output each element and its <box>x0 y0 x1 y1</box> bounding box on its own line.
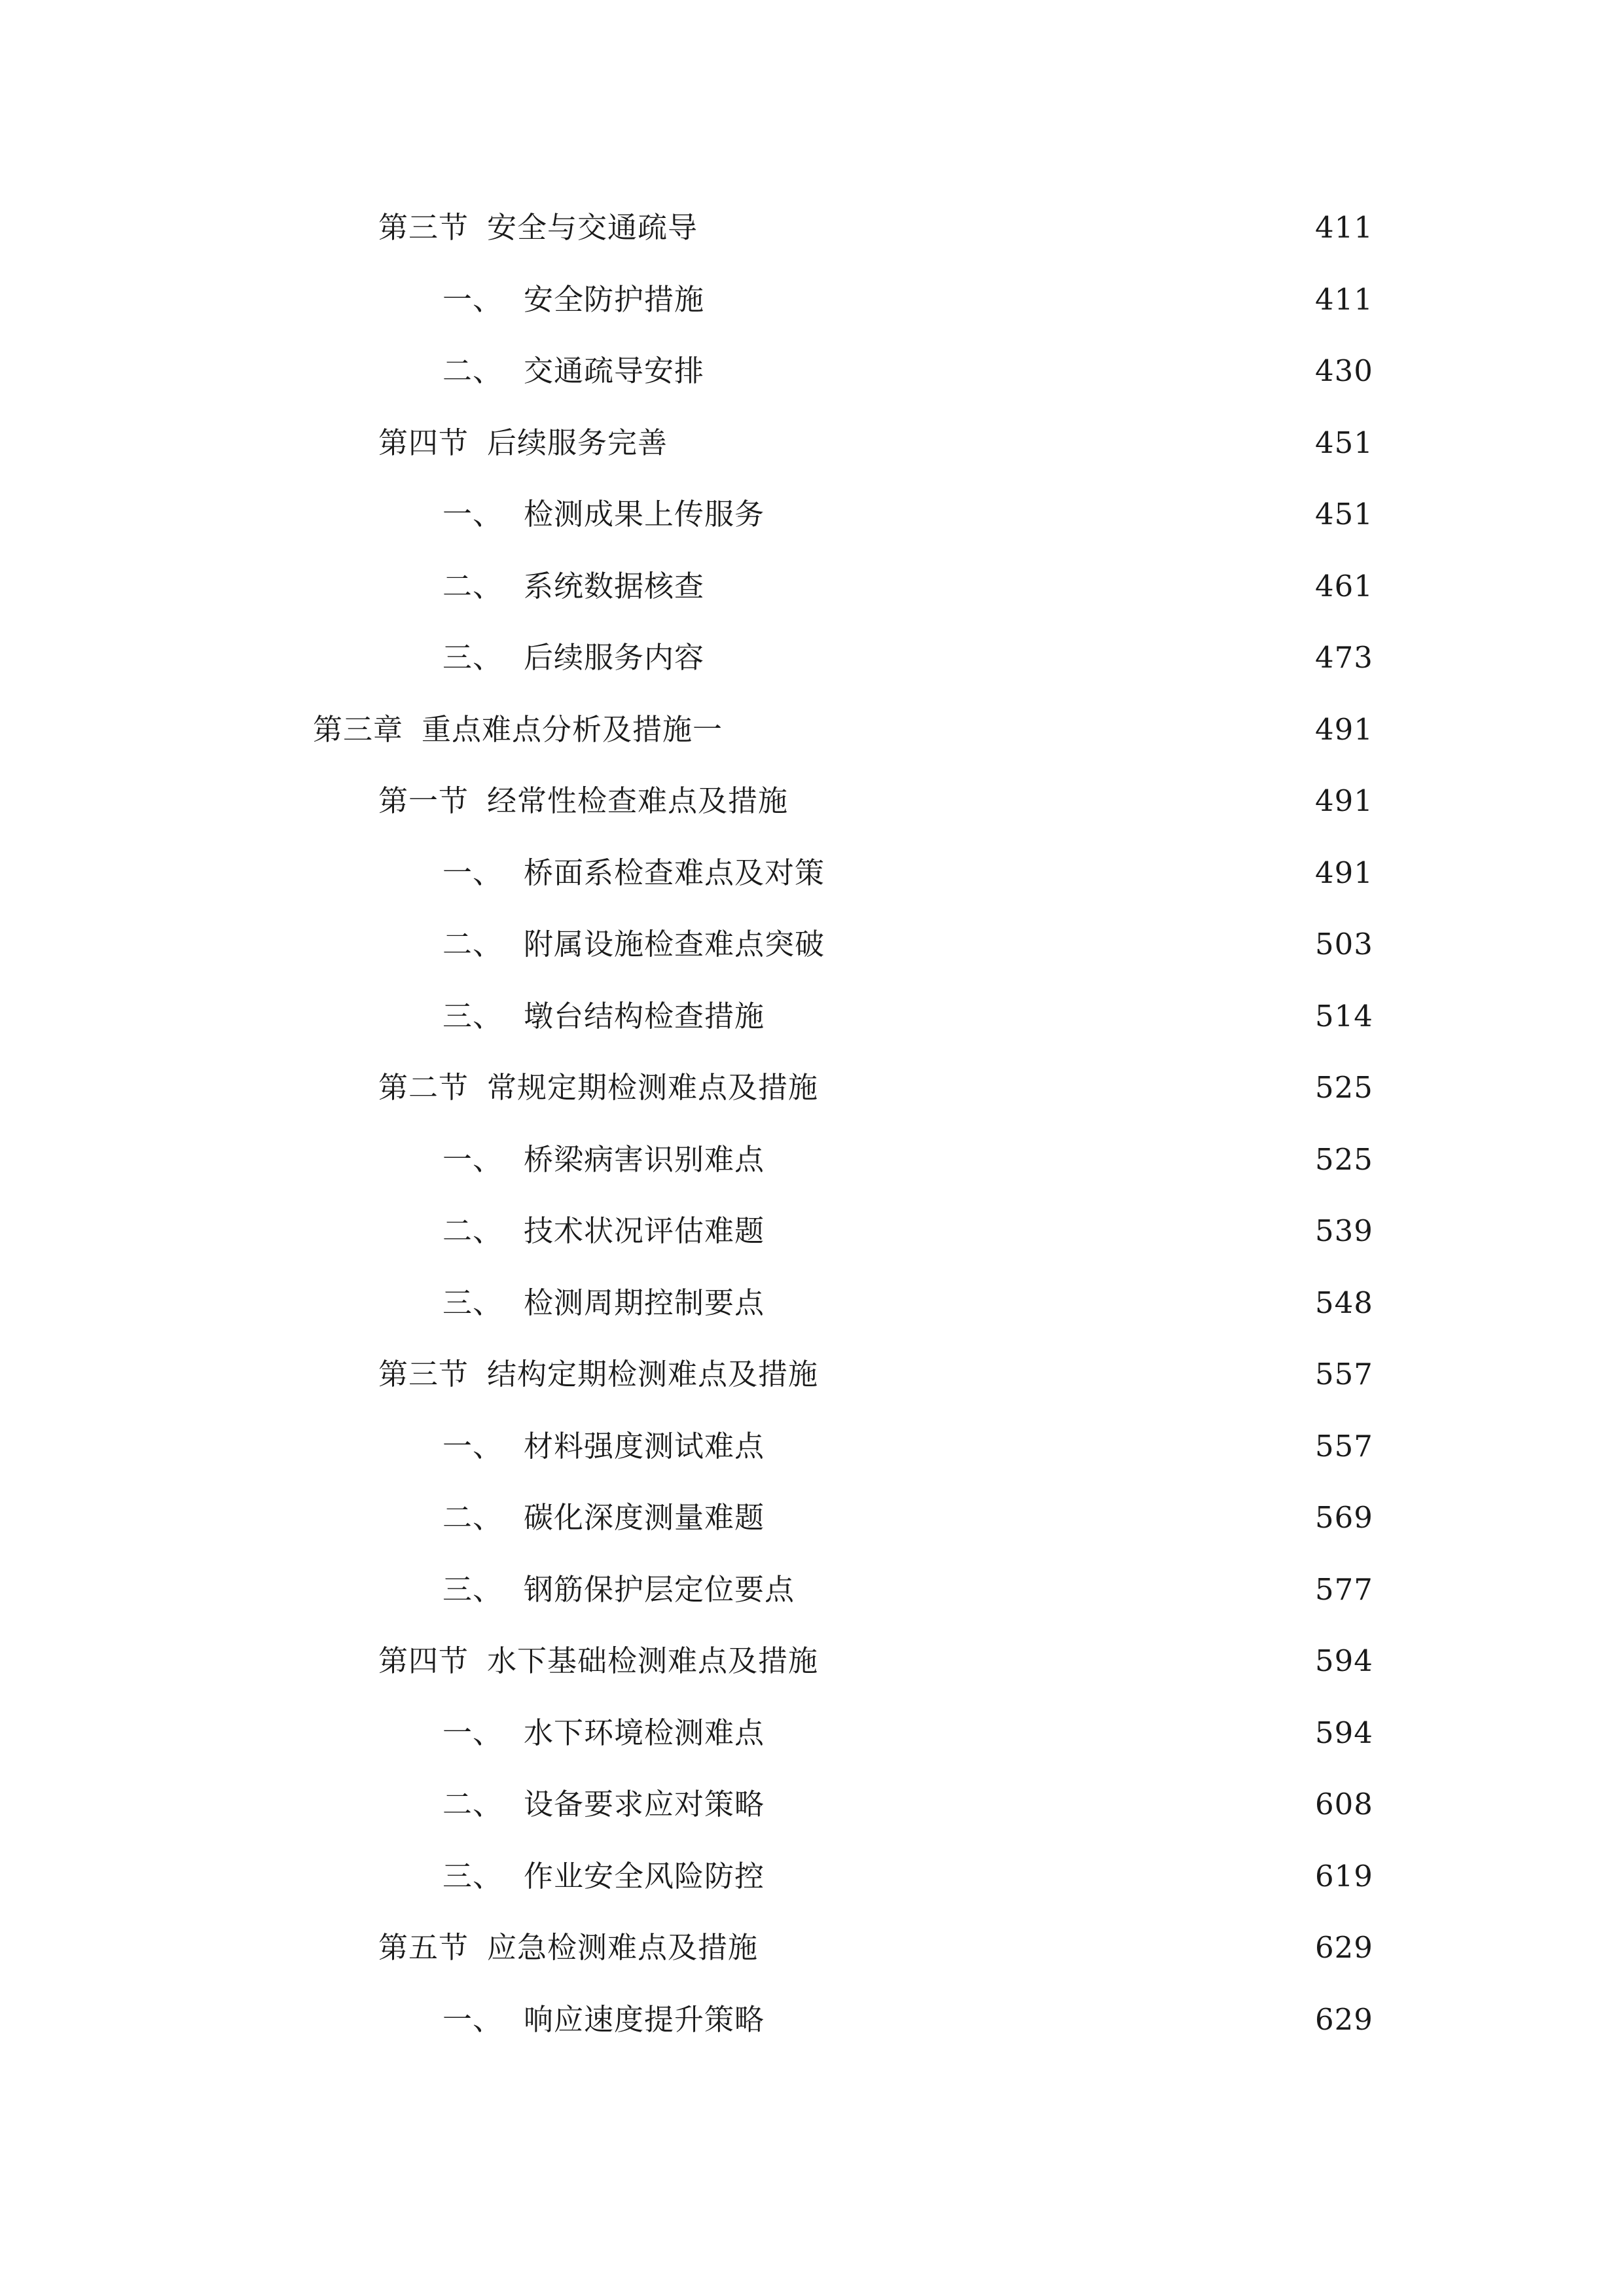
toc-entry-number: 一、 <box>442 1429 503 1463</box>
dot-leader <box>797 775 1295 827</box>
toc-entry-label <box>442 274 704 326</box>
toc-entry-number: 一、 <box>442 2002 503 2037</box>
toc-entry-label <box>378 1922 758 1974</box>
toc-entry-title: 后续服务内容 <box>524 640 705 675</box>
toc-entry-title: 桥梁病害识别难点 <box>524 1142 765 1177</box>
toc-entry-subsection[interactable] <box>0 1277 1624 1329</box>
toc-entry-number: 二、 <box>442 1787 503 1821</box>
toc-entry-number: 三、 <box>442 640 503 675</box>
dot-leader <box>774 1277 1295 1329</box>
toc-entry-number: 第四节 <box>378 1643 469 1678</box>
toc-entry-title: 经常性检查难点及措施 <box>487 783 789 818</box>
toc-entry-label <box>442 488 765 541</box>
toc-entry-subsection[interactable] <box>0 847 1624 899</box>
toc-entry-subsection[interactable] <box>0 1564 1624 1616</box>
toc-entry-title: 材料强度测试难点 <box>524 1429 765 1463</box>
toc-entry-title: 设备要求应对策略 <box>524 1787 765 1821</box>
dot-leader <box>774 1850 1295 1903</box>
toc-entry-number: 一、 <box>442 1142 503 1177</box>
toc-entry-page: 451 <box>1315 425 1373 460</box>
toc-entry-title: 交通疏导安排 <box>524 353 705 388</box>
toc-entry-page: 594 <box>1315 1715 1373 1750</box>
toc-entry-label <box>442 1492 765 1544</box>
dot-leader <box>774 488 1295 541</box>
toc-entry-chapter[interactable] <box>0 704 1624 756</box>
toc-entry-number: 第五节 <box>378 1930 469 1965</box>
toc-entry-subsection[interactable] <box>0 1420 1624 1473</box>
toc-entry-label <box>442 1850 765 1903</box>
toc-entry-number: 第四节 <box>378 425 469 460</box>
dot-leader <box>804 1564 1295 1616</box>
toc-entry-section[interactable] <box>0 417 1624 469</box>
toc-entry-title: 水下环境检测难点 <box>524 1715 765 1750</box>
toc-entry-title: 重点难点分析及措施一 <box>422 712 723 747</box>
dot-leader <box>713 560 1295 613</box>
toc-entry-subsection[interactable] <box>0 1492 1624 1544</box>
toc-entry-page: 411 <box>1315 210 1373 245</box>
toc-entry-number: 第二节 <box>378 1070 469 1105</box>
dot-leader <box>774 1778 1295 1831</box>
dot-leader <box>774 1205 1295 1257</box>
toc-entry-subsection[interactable] <box>0 488 1624 541</box>
toc-entry-number: 一、 <box>442 282 503 317</box>
toc-entry-title: 应急检测难点及措施 <box>487 1930 759 1965</box>
toc-entry-number: 第三节 <box>378 1357 469 1391</box>
toc-entry-subsection[interactable] <box>0 1205 1624 1257</box>
toc-entry-subsection[interactable] <box>0 990 1624 1043</box>
toc-entry-page: 608 <box>1315 1787 1373 1821</box>
toc-entry-number: 三、 <box>442 1285 503 1320</box>
toc-entry-number: 二、 <box>442 353 503 388</box>
toc-entry-number: 第三章 <box>313 712 404 747</box>
toc-entry-title: 作业安全风险防控 <box>524 1859 765 1893</box>
toc-entry-title: 附属设施检查难点突破 <box>524 927 825 961</box>
toc-entry-subsection[interactable] <box>0 1134 1624 1186</box>
toc-entry-page: 411 <box>1315 282 1373 317</box>
toc-entry-number: 三、 <box>442 1572 503 1607</box>
dot-leader <box>834 918 1295 971</box>
dot-leader <box>774 1707 1295 1759</box>
toc-entry-section[interactable] <box>0 1348 1624 1401</box>
toc-entry-title: 碳化深度测量难题 <box>524 1500 765 1535</box>
toc-entry-page: 619 <box>1315 1859 1373 1893</box>
toc-entry-title: 技术状况评估难题 <box>524 1213 765 1248</box>
toc-entry-label <box>442 1420 765 1473</box>
toc-entry-number: 一、 <box>442 1715 503 1750</box>
toc-entry-label <box>442 1707 765 1759</box>
toc-entry-page: 557 <box>1315 1429 1373 1463</box>
toc-entry-label <box>378 1635 818 1687</box>
toc-entry-page: 525 <box>1315 1142 1373 1177</box>
toc-entry-number: 一、 <box>442 855 503 890</box>
toc-entry-number: 一、 <box>442 497 503 531</box>
toc-entry-title: 桥面系检查难点及对策 <box>524 855 825 890</box>
toc-entry-number: 第一节 <box>378 783 469 818</box>
toc-entry-title: 系统数据核查 <box>524 569 705 603</box>
dot-leader <box>767 1922 1295 1974</box>
dot-leader <box>732 704 1295 756</box>
toc-entry-label <box>378 1348 818 1401</box>
toc-entry-page: 491 <box>1315 783 1373 818</box>
toc-entry-title: 响应速度提升策略 <box>524 2002 765 2037</box>
toc-entry-label <box>442 1134 765 1186</box>
toc-entry-page: 629 <box>1315 1930 1373 1965</box>
toc-entry-subsection[interactable] <box>0 274 1624 326</box>
toc-entry-page: 594 <box>1315 1643 1373 1678</box>
toc-entry-page: 548 <box>1315 1285 1373 1320</box>
toc-entry-title: 水下基础检测难点及措施 <box>487 1643 819 1678</box>
dot-leader <box>774 1420 1295 1473</box>
dot-leader <box>774 1492 1295 1544</box>
toc-entry-section[interactable] <box>0 1922 1624 1974</box>
dot-leader <box>677 417 1295 469</box>
toc-entry-title: 后续服务完善 <box>487 425 668 460</box>
toc-entry-title: 检测周期控制要点 <box>524 1285 765 1320</box>
toc-entry-number: 三、 <box>442 999 503 1033</box>
toc-entry-label <box>442 1994 765 2046</box>
toc-entry-subsection[interactable] <box>0 632 1624 684</box>
dot-leader <box>827 1635 1295 1687</box>
toc-entry-title: 检测成果上传服务 <box>524 497 765 531</box>
toc-entry-page: 430 <box>1315 353 1373 388</box>
dot-leader <box>774 1994 1295 2046</box>
dot-leader <box>827 1348 1295 1401</box>
toc-entry-label <box>378 1062 818 1114</box>
toc-entry-subsection[interactable] <box>0 1850 1624 1903</box>
toc-entry-page: 577 <box>1315 1572 1373 1607</box>
toc-entry-label <box>442 632 704 684</box>
toc-entry-number: 三、 <box>442 1859 503 1893</box>
dot-leader <box>713 632 1295 684</box>
toc-entry-page: 557 <box>1315 1357 1373 1391</box>
toc-entry-label <box>442 918 825 971</box>
dot-leader <box>774 990 1295 1043</box>
toc-entry-label <box>442 1778 765 1831</box>
toc-entry-label <box>442 847 825 899</box>
toc-entry-subsection[interactable] <box>0 918 1624 971</box>
toc-entry-label <box>442 560 704 613</box>
dot-leader <box>834 847 1295 899</box>
toc-entry-label <box>442 1277 765 1329</box>
toc-entry-title: 墩台结构检查措施 <box>524 999 765 1033</box>
dot-leader <box>707 202 1295 254</box>
toc-entry-title: 结构定期检测难点及措施 <box>487 1357 819 1391</box>
toc-entry-page: 473 <box>1315 640 1373 675</box>
toc-entry-label <box>378 775 788 827</box>
dot-leader <box>713 345 1295 397</box>
toc-entry-section[interactable] <box>0 202 1624 254</box>
toc-entry-page: 569 <box>1315 1500 1373 1535</box>
toc-entry-section[interactable] <box>0 1635 1624 1687</box>
dot-leader <box>774 1134 1295 1186</box>
toc-entry-number: 二、 <box>442 927 503 961</box>
toc-entry-title: 常规定期检测难点及措施 <box>487 1070 819 1105</box>
dot-leader <box>713 274 1295 326</box>
toc-entry-page: 491 <box>1315 712 1373 747</box>
toc-entry-label <box>442 1564 795 1616</box>
toc-entry-label <box>378 417 668 469</box>
toc-entry-subsection[interactable] <box>0 1778 1624 1831</box>
toc-entry-page: 451 <box>1315 497 1373 531</box>
toc-entry-page: 539 <box>1315 1213 1373 1248</box>
toc-entry-title: 安全与交通疏导 <box>487 210 698 245</box>
toc-entry-page: 629 <box>1315 2002 1373 2037</box>
toc-entry-label <box>378 202 698 254</box>
toc-entry-page: 525 <box>1315 1070 1373 1105</box>
toc-entry-number: 二、 <box>442 1500 503 1535</box>
toc-entry-subsection[interactable] <box>0 1994 1624 2046</box>
toc-entry-page: 461 <box>1315 569 1373 603</box>
dot-leader <box>827 1062 1295 1114</box>
toc-entry-page: 503 <box>1315 927 1373 961</box>
toc-entry-section[interactable] <box>0 775 1624 827</box>
toc-entry-title: 安全防护措施 <box>524 282 705 317</box>
toc-entry-page: 491 <box>1315 855 1373 890</box>
toc-entry-section[interactable] <box>0 1062 1624 1114</box>
toc-entry-label <box>442 345 704 397</box>
toc-entry-subsection[interactable] <box>0 1707 1624 1759</box>
toc-entry-label <box>313 704 723 756</box>
toc-entry-subsection[interactable] <box>0 560 1624 613</box>
toc-entry-title: 钢筋保护层定位要点 <box>524 1572 795 1607</box>
toc-entry-subsection[interactable] <box>0 345 1624 397</box>
toc-entry-number: 二、 <box>442 569 503 603</box>
toc-entry-number: 第三节 <box>378 210 469 245</box>
toc-entry-label <box>442 990 765 1043</box>
toc-entry-label <box>442 1205 765 1257</box>
toc-entry-number: 二、 <box>442 1213 503 1248</box>
toc-entry-page: 514 <box>1315 999 1373 1033</box>
